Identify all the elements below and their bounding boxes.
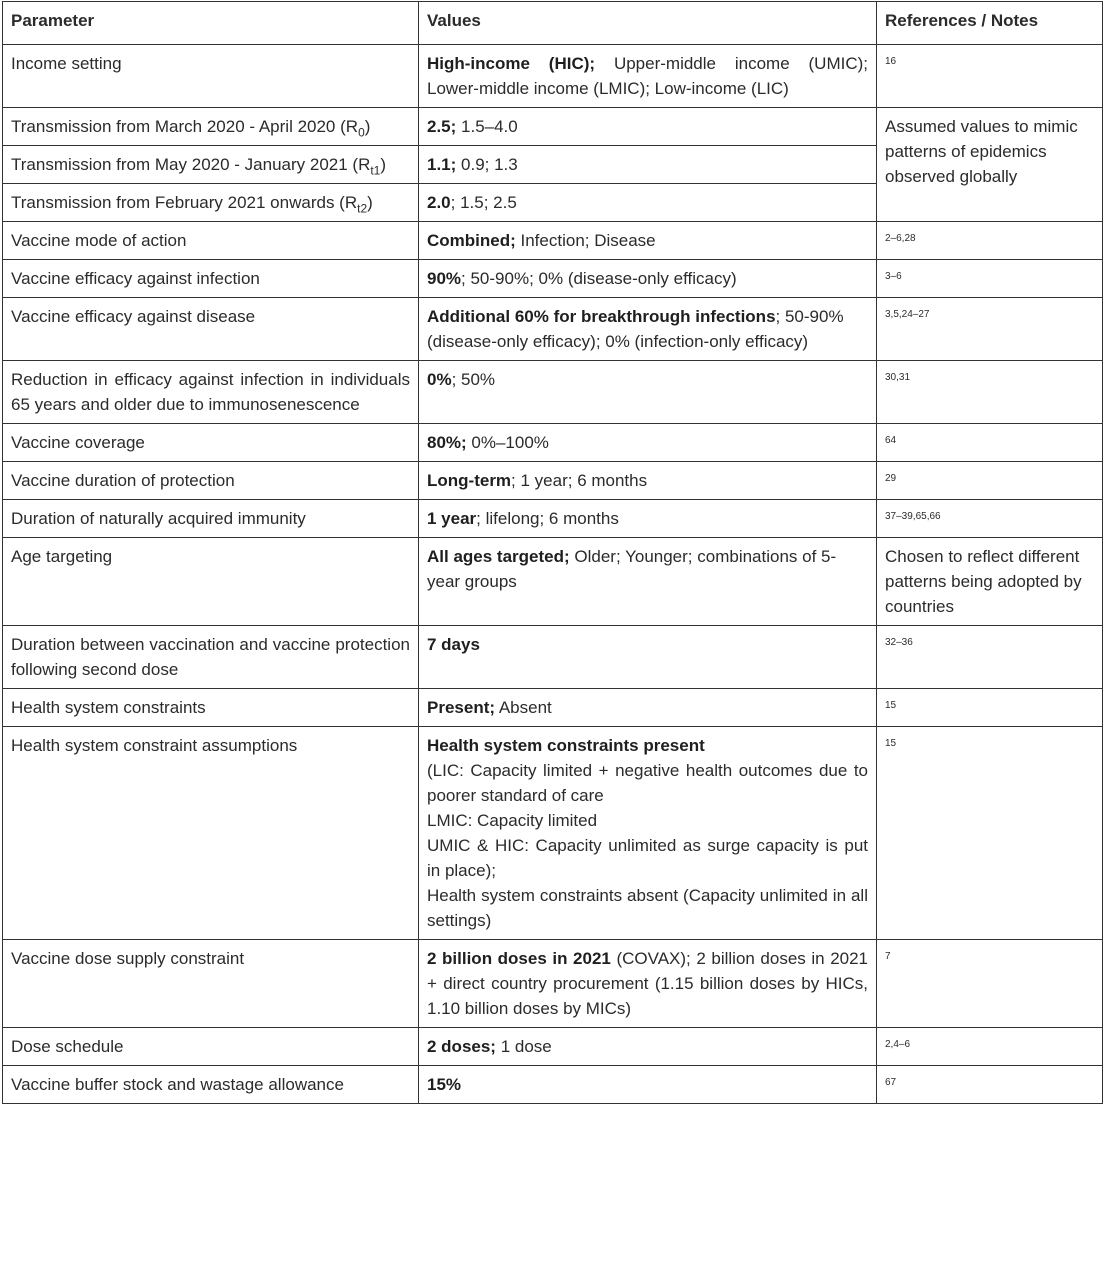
values-cell	[419, 626, 877, 689]
table-row	[3, 361, 1103, 424]
parameter-cell: Reduction in efficacy against infection in individuals 65 years and older due to immunosenescence	[3, 361, 419, 424]
reference-cell: 2,4–6	[877, 1028, 1103, 1066]
table-row	[3, 45, 1103, 108]
values-cell	[419, 298, 877, 361]
value-default: Health system constraints present	[427, 736, 705, 755]
table-row	[3, 689, 1103, 727]
table-row	[3, 108, 1103, 146]
reference-cell: 7	[877, 940, 1103, 1028]
note-cell: Assumed values to mimic patterns of epidemics observed globally	[877, 108, 1103, 222]
table-row	[3, 222, 1103, 260]
value-default: 2.0	[427, 193, 451, 212]
values-cell	[419, 184, 877, 222]
values-cell	[419, 260, 877, 298]
values-cell	[419, 424, 877, 462]
parameter-cell: Vaccine coverage	[3, 424, 419, 462]
parameter-cell: Health system constraints	[3, 689, 419, 727]
value-alternatives: ; 1 year; 6 months	[511, 471, 648, 490]
parameter-cell: Transmission from March 2020 - April 2020 $(R_0)$	[3, 108, 419, 146]
reference-cell: 29	[877, 462, 1103, 500]
values-cell	[419, 1066, 877, 1104]
values-cell	[419, 222, 877, 260]
reference-cell: 30,31	[877, 361, 1103, 424]
value-default: All ages targeted;	[427, 547, 570, 566]
table-row	[3, 538, 1103, 626]
reference-cell: 3,5,24–27	[877, 298, 1103, 361]
value-default: 90%	[427, 269, 462, 288]
value-alternatives: Absent	[495, 698, 552, 717]
parameter-cell: Duration between vaccination and vaccine protection following second dose	[3, 626, 419, 689]
value-alternatives: 1 dose	[495, 1037, 552, 1056]
value-alternatives: ; 50%	[451, 370, 496, 389]
value-alternatives: ; 1.5; 2.5	[450, 193, 517, 212]
values-cell	[419, 940, 877, 1028]
reference-cell: 15	[877, 727, 1103, 940]
values-cell	[419, 108, 877, 146]
parameter-cell: Vaccine efficacy against disease	[3, 298, 419, 361]
value-alternatives: 1.5–4.0	[456, 117, 518, 136]
value-default: 1 year	[427, 509, 477, 528]
parameter-cell: Dose schedule	[3, 1028, 419, 1066]
parameter-cell: Vaccine duration of protection	[3, 462, 419, 500]
values-cell	[419, 146, 877, 184]
values-cell	[419, 45, 877, 108]
parameter-cell: Vaccine dose supply constraint	[3, 940, 419, 1028]
header-references: References / Notes	[877, 2, 1103, 45]
value-default: Present;	[427, 698, 496, 717]
parameter-cell: Income setting	[3, 45, 419, 108]
parameter-cell: Transmission from May 2020 - January 2021 $(R_{t1})$	[3, 146, 419, 184]
table-row	[3, 424, 1103, 462]
reference-cell: 15	[877, 689, 1103, 727]
value-default: 80%;	[427, 433, 467, 452]
parameter-cell: Duration of naturally acquired immunity	[3, 500, 419, 538]
value-alternatives: ; 50-90%; 0% (disease-only efficacy)	[461, 269, 737, 288]
value-alternatives: Upper-middle income (UMIC); Lower-middle income (LMIC); Low-income (LIC)	[427, 54, 868, 98]
value-alternatives: ; lifelong; 6 months	[476, 509, 619, 528]
value-alternatives: 0.9; 1.3	[456, 155, 518, 174]
reference-cell: 2–6,28	[877, 222, 1103, 260]
parameter-cell: Health system constraint assumptions	[3, 727, 419, 940]
values-cell	[419, 727, 877, 940]
table-row	[3, 1028, 1103, 1066]
reference-cell: 67	[877, 1066, 1103, 1104]
table-row	[3, 260, 1103, 298]
value-alternatives: (COVAX); 2 billion doses in 2021 + direct country procurement (1.15 billion doses by HICs, 1.10 billion doses by MICs)	[427, 949, 869, 1018]
reference-cell: 37–39,65,66	[877, 500, 1103, 538]
value-default: 0%	[427, 370, 452, 389]
table-row	[3, 626, 1103, 689]
parameter-cell: Age targeting	[3, 538, 419, 626]
value-alternatives: 0%–100%	[466, 433, 549, 452]
values-cell	[419, 1028, 877, 1066]
table-row	[3, 500, 1103, 538]
table-row	[3, 1066, 1103, 1104]
value-alternatives: Infection; Disease	[515, 231, 656, 250]
value-default: 7 days	[427, 635, 480, 654]
parameter-cell: Vaccine efficacy against infection	[3, 260, 419, 298]
value-default: 2 billion doses in 2021	[427, 949, 611, 968]
header-values: Values	[419, 2, 877, 45]
values-cell	[419, 689, 877, 727]
values-cell	[419, 538, 877, 626]
reference-cell: 3–6	[877, 260, 1103, 298]
table-row	[3, 940, 1103, 1028]
value-default: Long-term	[427, 471, 512, 490]
value-default: 15%	[427, 1075, 462, 1094]
parameter-cell: Vaccine buffer stock and wastage allowance	[3, 1066, 419, 1104]
header-row	[3, 2, 1103, 45]
table-row	[3, 298, 1103, 361]
parameter-table	[2, 1, 1103, 1104]
reference-cell: 64	[877, 424, 1103, 462]
value-default: Combined;	[427, 231, 516, 250]
reference-cell: 16	[877, 45, 1103, 108]
parameter-cell: Transmission from February 2021 onwards $(R_{t2})$	[3, 184, 419, 222]
value-alternatives: ; 50-90% (disease-only efficacy); 0% (infection-only efficacy)	[427, 307, 844, 351]
reference-cell: 32–36	[877, 626, 1103, 689]
value-default: 2 doses;	[427, 1037, 496, 1056]
table-row	[3, 462, 1103, 500]
value-default: High-income (HIC);	[427, 54, 596, 73]
values-cell	[419, 500, 877, 538]
values-cell	[419, 462, 877, 500]
parameter-cell: Vaccine mode of action	[3, 222, 419, 260]
values-cell	[419, 361, 877, 424]
value-default: Additional 60% for breakthrough infections	[427, 307, 776, 326]
table-row	[3, 727, 1103, 940]
header-parameter: Parameter	[3, 2, 419, 45]
value-alternatives: Older; Younger; combinations of 5-year groups	[427, 547, 837, 591]
value-default: 1.1;	[427, 155, 457, 174]
value-default: 2.5;	[427, 117, 457, 136]
value-alternatives: (LIC: Capacity limited + negative health outcomes due to poorer standard of care LMIC: Capacity limited UMIC & HIC: Capacity unlimited as surge capacity is put in place); Health system constraints absent (Capacity unlimited in all settings)	[427, 761, 868, 930]
note-cell: Chosen to reflect different patterns being adopted by countries	[877, 538, 1103, 626]
